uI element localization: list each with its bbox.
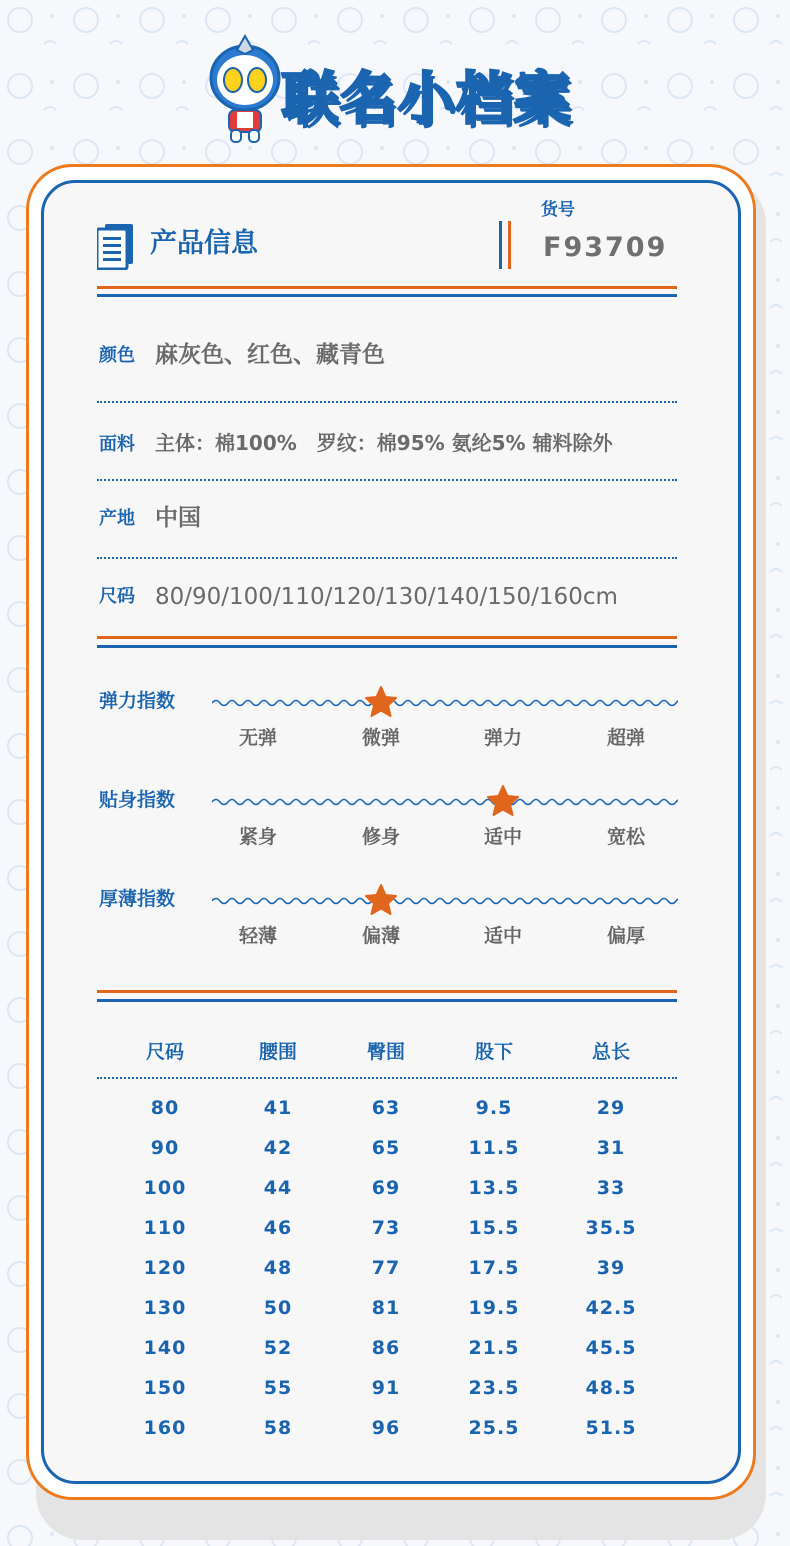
table-cell: 91	[371, 1377, 401, 1399]
table-header-divider	[97, 1077, 677, 1079]
section-divider-blue	[97, 645, 677, 648]
table-cell: 45.5	[585, 1337, 637, 1359]
table-cell: 33	[596, 1177, 626, 1199]
table-cell: 86	[371, 1337, 401, 1359]
table-cell: 46	[263, 1217, 293, 1239]
index-option: 偏薄	[361, 925, 400, 947]
table-cell: 13.5	[468, 1177, 520, 1199]
code-label: 货号	[541, 200, 575, 220]
index-option: 弹力	[483, 727, 522, 749]
table-cell: 48.5	[585, 1377, 637, 1399]
table-cell: 58	[263, 1417, 293, 1439]
table-cell: 73	[371, 1217, 401, 1239]
table-header-cell: 尺码	[145, 1041, 184, 1063]
detail-value-size: 80/90/100/110/120/130/140/150/160cm	[155, 584, 618, 610]
index-option: 紧身	[238, 826, 277, 848]
table-header-cell: 股下	[474, 1041, 513, 1063]
table-cell: 25.5	[468, 1417, 520, 1439]
index-option: 无弹	[238, 727, 277, 749]
detail-label-size: 尺码	[99, 586, 135, 607]
table-cell: 23.5	[468, 1377, 520, 1399]
detail-value-origin: 中国	[155, 505, 201, 531]
index-label: 贴身指数	[99, 789, 176, 811]
table-cell: 69	[371, 1177, 401, 1199]
detail-label-origin: 产地	[99, 508, 135, 529]
table-cell: 120	[143, 1257, 187, 1279]
index-option: 修身	[361, 826, 400, 848]
table-cell: 29	[596, 1097, 626, 1119]
page-title: 联名小档案	[282, 67, 572, 132]
header-divider-blue	[97, 294, 677, 297]
index-option: 宽松	[606, 826, 645, 848]
star-icon	[364, 685, 398, 719]
index-scale-wave	[212, 698, 678, 708]
table-cell: 9.5	[475, 1097, 513, 1119]
table-cell: 19.5	[468, 1297, 520, 1319]
table-header-cell: 总长	[591, 1041, 630, 1063]
detail-value-fabric: 主体：棉100% 罗纹：棉95% 氨纶5% 辅料除外	[155, 431, 613, 455]
table-cell: 140	[143, 1337, 187, 1359]
table-cell: 48	[263, 1257, 293, 1279]
index-label: 厚薄指数	[99, 888, 176, 910]
table-cell: 63	[371, 1097, 401, 1119]
table-cell: 150	[143, 1377, 187, 1399]
index-option: 微弹	[361, 727, 400, 749]
document-icon	[97, 224, 135, 270]
table-cell: 96	[371, 1417, 401, 1439]
table-cell: 39	[596, 1257, 626, 1279]
dotted-divider	[97, 479, 677, 481]
table-cell: 130	[143, 1297, 187, 1319]
table-cell: 81	[371, 1297, 401, 1319]
table-cell: 80	[150, 1097, 180, 1119]
dotted-divider	[97, 401, 677, 403]
table-header-cell: 腰围	[258, 1041, 297, 1063]
header-divider-orange	[97, 286, 677, 289]
index-option: 适中	[483, 925, 522, 947]
index-label: 弹力指数	[99, 690, 176, 712]
index-scale-wave	[212, 896, 678, 906]
table-cell: 41	[263, 1097, 293, 1119]
dotted-divider	[97, 557, 677, 559]
table-divider-blue	[97, 999, 677, 1002]
table-cell: 17.5	[468, 1257, 520, 1279]
table-cell: 110	[143, 1217, 187, 1239]
table-cell: 51.5	[585, 1417, 637, 1439]
table-cell: 52	[263, 1337, 293, 1359]
divider-orange-bar	[508, 221, 511, 269]
star-icon	[364, 883, 398, 917]
table-cell: 77	[371, 1257, 401, 1279]
table-cell: 44	[263, 1177, 293, 1199]
table-cell: 11.5	[468, 1137, 520, 1159]
table-header-cell: 臀围	[366, 1041, 405, 1063]
table-cell: 90	[150, 1137, 180, 1159]
divider-blue-bar	[499, 221, 502, 269]
table-cell: 42	[263, 1137, 293, 1159]
detail-label-fabric: 面料	[99, 434, 135, 455]
table-cell: 21.5	[468, 1337, 520, 1359]
star-icon	[486, 784, 520, 818]
table-cell: 65	[371, 1137, 401, 1159]
index-option: 超弹	[606, 727, 645, 749]
section-divider-orange	[97, 636, 677, 639]
table-cell: 31	[596, 1137, 626, 1159]
table-cell: 35.5	[585, 1217, 637, 1239]
section-title: 产品信息	[150, 228, 258, 259]
table-cell: 50	[263, 1297, 293, 1319]
index-option: 适中	[483, 826, 522, 848]
code-value: F93709	[543, 232, 668, 263]
table-cell: 15.5	[468, 1217, 520, 1239]
table-cell: 55	[263, 1377, 293, 1399]
detail-label-color: 颜色	[99, 345, 135, 366]
mascot-icon	[205, 28, 285, 146]
detail-value-color: 麻灰色、红色、藏青色	[155, 342, 385, 368]
index-option: 偏厚	[606, 925, 645, 947]
index-scale-wave	[212, 797, 678, 807]
table-cell: 160	[143, 1417, 187, 1439]
table-cell: 100	[143, 1177, 187, 1199]
table-cell: 42.5	[585, 1297, 637, 1319]
table-divider-orange	[97, 990, 677, 993]
index-option: 轻薄	[238, 925, 277, 947]
